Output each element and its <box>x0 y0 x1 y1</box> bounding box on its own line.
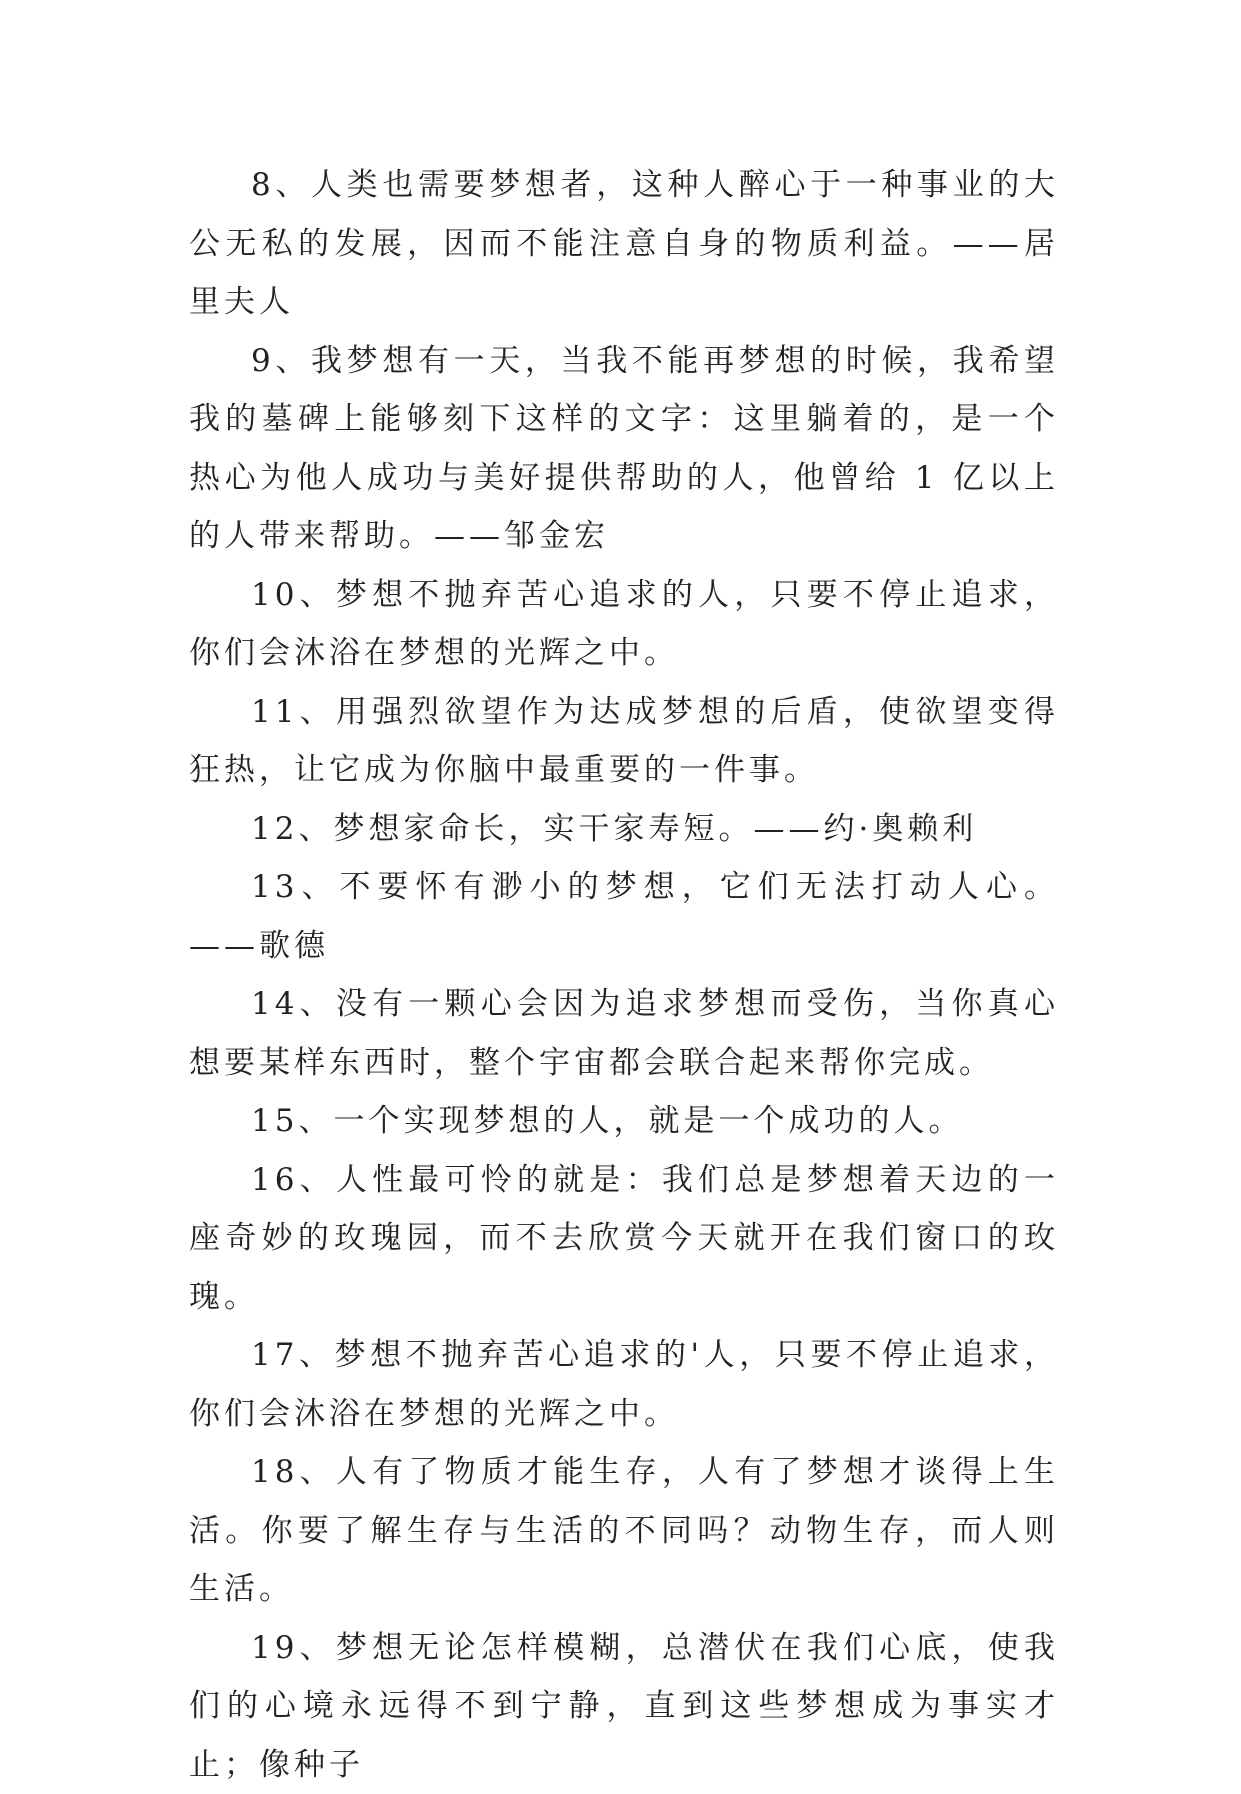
quote-paragraph-13: 13、不要怀有渺小的梦想，它们无法打动人心。——歌德 <box>189 858 1059 975</box>
quote-paragraph-14: 14、没有一颗心会因为追求梦想而受伤，当你真心想要某样东西时，整个宇宙都会联合起来帮你完成。 <box>189 975 1059 1092</box>
quote-paragraph-10: 10、梦想不抛弃苦心追求的人，只要不停止追求，你们会沐浴在梦想的光辉之中。 <box>189 566 1059 683</box>
quote-paragraph-18: 18、人有了物质才能生存，人有了梦想才谈得上生活。你要了解生存与生活的不同吗？动物生存，而人则生活。 <box>189 1443 1059 1619</box>
quote-paragraph-19: 19、梦想无论怎样模糊，总潜伏在我们心底，使我们的心境永远得不到宁静，直到这些梦想成为事实才止；像种子 <box>189 1619 1059 1794</box>
quote-paragraph-16: 16、人性最可怜的就是：我们总是梦想着天边的一座奇妙的玫瑰园，而不去欣赏今天就开在我们窗口的玫瑰。 <box>189 1151 1059 1327</box>
quote-paragraph-12: 12、梦想家命长，实干家寿短。——约·奥赖利 <box>189 800 1059 859</box>
quote-paragraph-17: 17、梦想不抛弃苦心追求的'人，只要不停止追求，你们会沐浴在梦想的光辉之中。 <box>189 1326 1059 1443</box>
quote-paragraph-8: 8、人类也需要梦想者，这种人醉心于一种事业的大公无私的发展，因而不能注意自身的物质利益。——居里夫人 <box>189 156 1059 332</box>
quote-paragraph-11: 11、用强烈欲望作为达成梦想的后盾，使欲望变得狂热，让它成为你脑中最重要的一件事。 <box>189 683 1059 800</box>
quote-paragraph-9: 9、我梦想有一天，当我不能再梦想的时候，我希望我的墓碑上能够刻下这样的文字：这里躺着的，是一个热心为他人成功与美好提供帮助的人，他曾给 1 亿以上的人带来帮助。——邹金宏 <box>189 332 1059 566</box>
document-body <box>189 156 1059 1794</box>
quote-paragraph-15: 15、一个实现梦想的人，就是一个成功的人。 <box>189 1092 1059 1151</box>
